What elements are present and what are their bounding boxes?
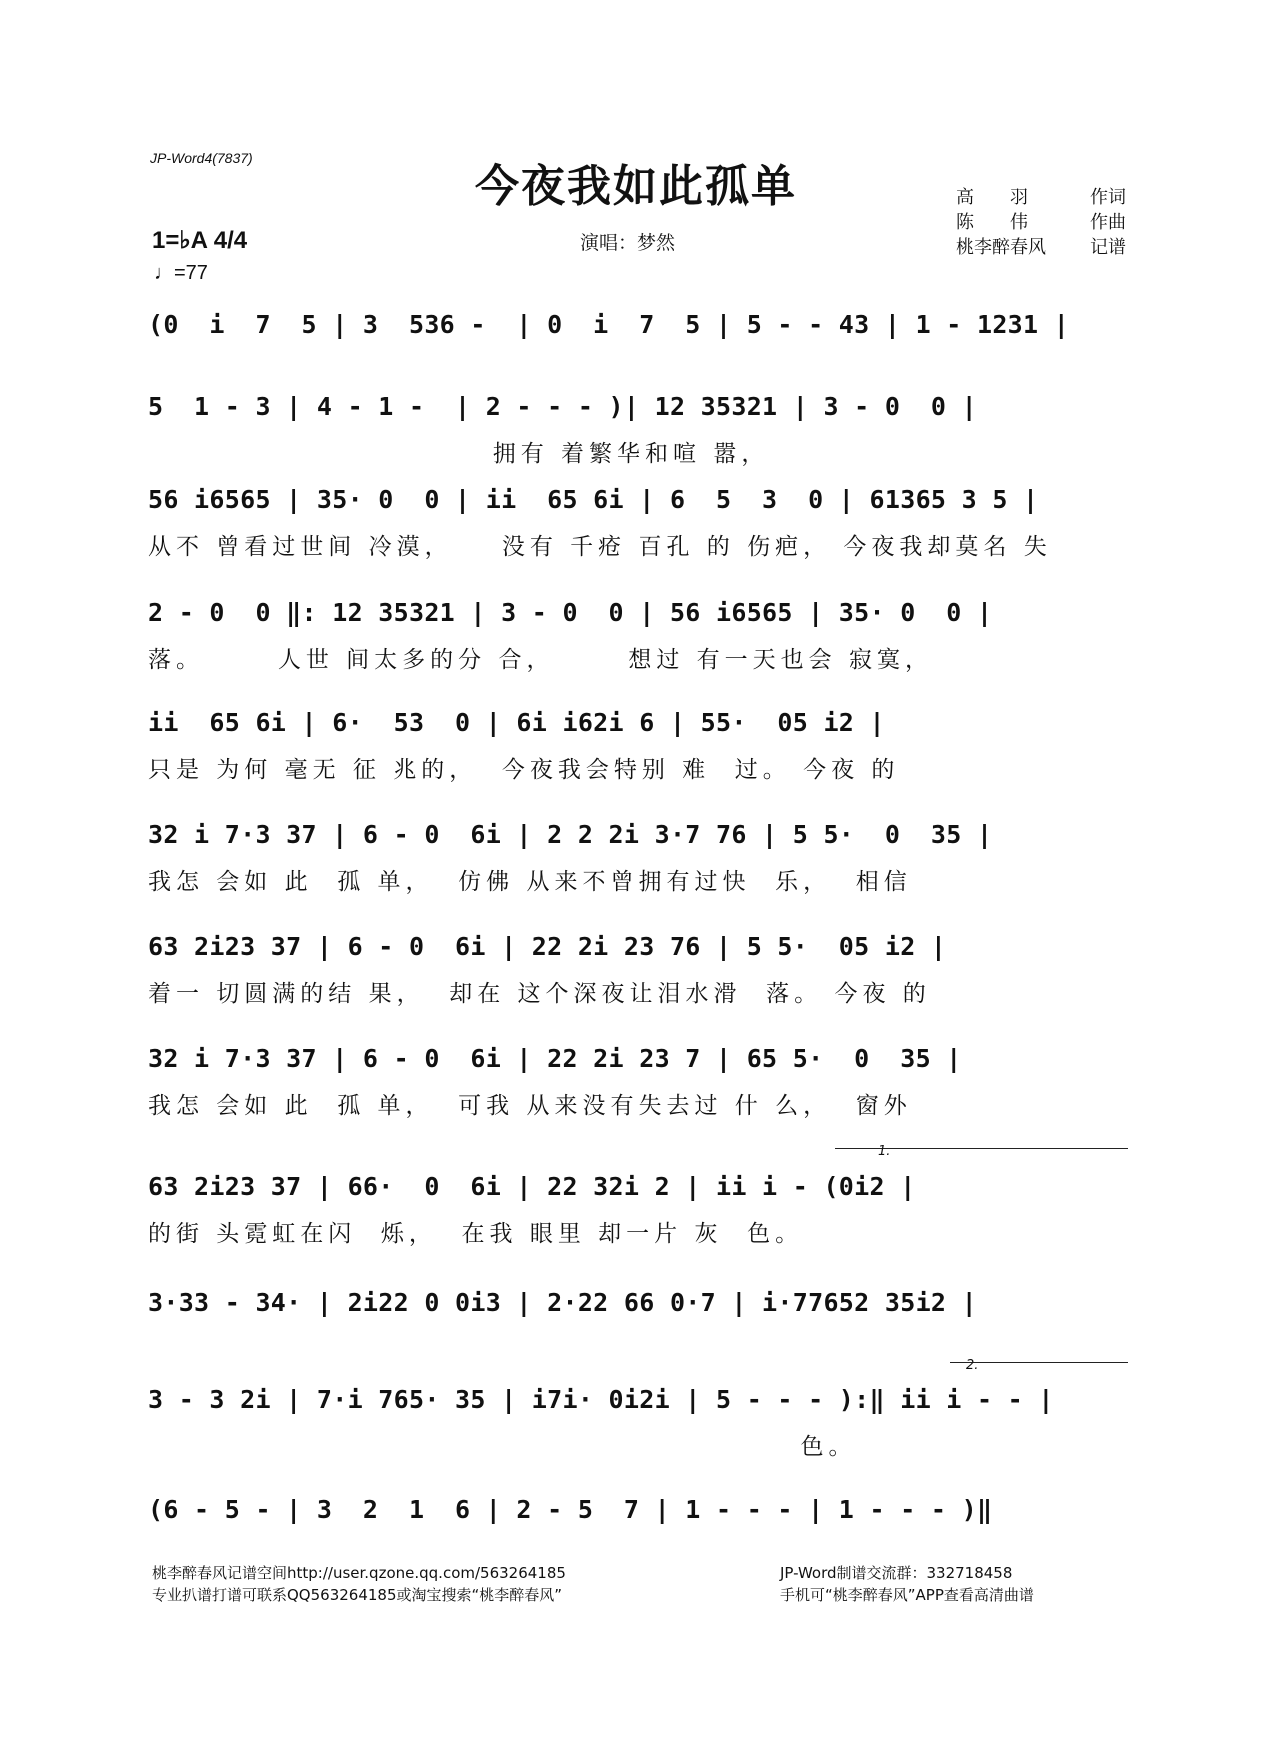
lyricist-name: 高 羽 bbox=[956, 187, 1028, 208]
lyricist-role: 作词 bbox=[1090, 187, 1126, 208]
system-lyrics: 从不 曾看过世间 冷漠， 没有 千疮 百孔 的 伤疤， 今夜我却莫名 失 bbox=[148, 534, 1052, 560]
footer-left-line-2: 专业扒谱打谱可联系QQ563264185或淘宝搜索“桃李醉春风” bbox=[152, 1586, 563, 1604]
tempo-marking: ♩=77 bbox=[154, 262, 208, 284]
system-notes: 2 - 0 0 ‖: 12 35321 | 3 - 0 0 | 56 i6565 | 35· 0 0 | bbox=[148, 598, 993, 627]
system-notes: 32 i 7·3 37 | 6 - 0 6i | 22 2i 23 7 | 65 5· 0 35 | bbox=[148, 1044, 962, 1073]
footer-left bbox=[152, 1562, 566, 1606]
system-notes: 3·33 - 34· | 2i22 0 0i3 | 2·22 66 0·7 | i·77652 35i2 | bbox=[148, 1288, 977, 1317]
system-lyrics: 我怎 会如 此 孤 单， 可我 从来没有失去过 什 么， 窗外 bbox=[148, 1093, 912, 1119]
system-lyrics: 落。 人世 间太多的分 合， 想过 有一天也会 寂寞， bbox=[148, 647, 933, 673]
key-signature: 1=♭A 4/4 bbox=[152, 227, 248, 254]
system-lyrics: 拥有 着繁华和喧 嚣， bbox=[148, 441, 770, 467]
footer-left-line-1: 桃李醉春风记谱空间http://user.qzone.qq.com/563264185 bbox=[152, 1564, 566, 1582]
footer-right-line-1: JP-Word制谱交流群：332718458 bbox=[780, 1564, 1013, 1582]
system-lyrics: 的街 头霓虹在闪 烁， 在我 眼里 却一片 灰 色。 bbox=[148, 1221, 804, 1247]
lyricist-credit bbox=[956, 185, 1126, 210]
system-lyrics: 只是 为何 毫无 征 兆的， 今夜我会特别 难 过。 今夜 的 bbox=[148, 757, 900, 783]
system-notes: (6 - 5 - | 3 2 1 6 | 2 - 5 7 | 1 - - - | 1 - - - )‖ bbox=[148, 1495, 993, 1524]
footer-right bbox=[780, 1562, 1034, 1606]
volta-1-label: 1. bbox=[878, 1144, 891, 1159]
song-title: 今夜我如此孤单 bbox=[475, 161, 797, 212]
composer-name: 陈 伟 bbox=[956, 212, 1028, 233]
footer-right-line-2: 手机可“桃李醉春风”APP查看高清曲谱 bbox=[780, 1586, 1034, 1604]
singer-credit: 演唱：梦然 bbox=[580, 232, 676, 254]
transcriber-credit bbox=[956, 235, 1126, 260]
transcriber-name: 桃李醉春风 bbox=[956, 237, 1046, 258]
composer-credit bbox=[956, 210, 1126, 235]
system-lyrics: 色。 bbox=[148, 1434, 857, 1460]
system-notes: ii 65 6i | 6· 53 0 | 6i i62i 6 | 55· 05 i2 | bbox=[148, 708, 885, 737]
system-notes: 5 1 - 3 | 4 - 1 - | 2 - - - )| 12 35321 | 3 - 0 0 | bbox=[148, 392, 977, 421]
system-notes: 63 2i23 37 | 6 - 0 6i | 22 2i 23 76 | 5 5· 05 i2 | bbox=[148, 932, 947, 961]
system-lyrics bbox=[148, 1331, 1128, 1363]
software-label: JP-Word4(7837) bbox=[150, 150, 253, 166]
system-lyrics: 着一 切圆满的结 果， 却在 这个深夜让泪水滑 落。 今夜 的 bbox=[148, 981, 931, 1007]
composer-role: 作曲 bbox=[1090, 212, 1126, 233]
system-lyrics bbox=[148, 353, 1128, 385]
system-notes: 63 2i23 37 | 66· 0 6i | 22 32i 2 | ii i - (0i2 | bbox=[148, 1172, 916, 1201]
system-notes: 3 - 3 2i | 7·i 765· 35 | i7i· 0i2i | 5 - - - ):‖ ii i - - | bbox=[148, 1385, 1054, 1414]
volta-2-label: 2. bbox=[966, 1358, 979, 1373]
system-notes: 56 i6565 | 35· 0 0 | ii 65 6i | 6 5 3 0 | 61365 3 5 | bbox=[148, 485, 1039, 514]
transcriber-role: 记谱 bbox=[1090, 237, 1126, 258]
system-notes: (0 i 7 5 | 3 536 - | 0 i 7 5 | 5 - - 43 | 1 - 1231 | bbox=[148, 310, 1070, 339]
credits-block bbox=[956, 185, 1126, 260]
system-lyrics: 我怎 会如 此 孤 单， 仿佛 从来不曾拥有过快 乐， 相信 bbox=[148, 869, 912, 895]
system-notes: 32 i 7·3 37 | 6 - 0 6i | 2 2 2i 3·7 76 | 5 5· 0 35 | bbox=[148, 820, 993, 849]
